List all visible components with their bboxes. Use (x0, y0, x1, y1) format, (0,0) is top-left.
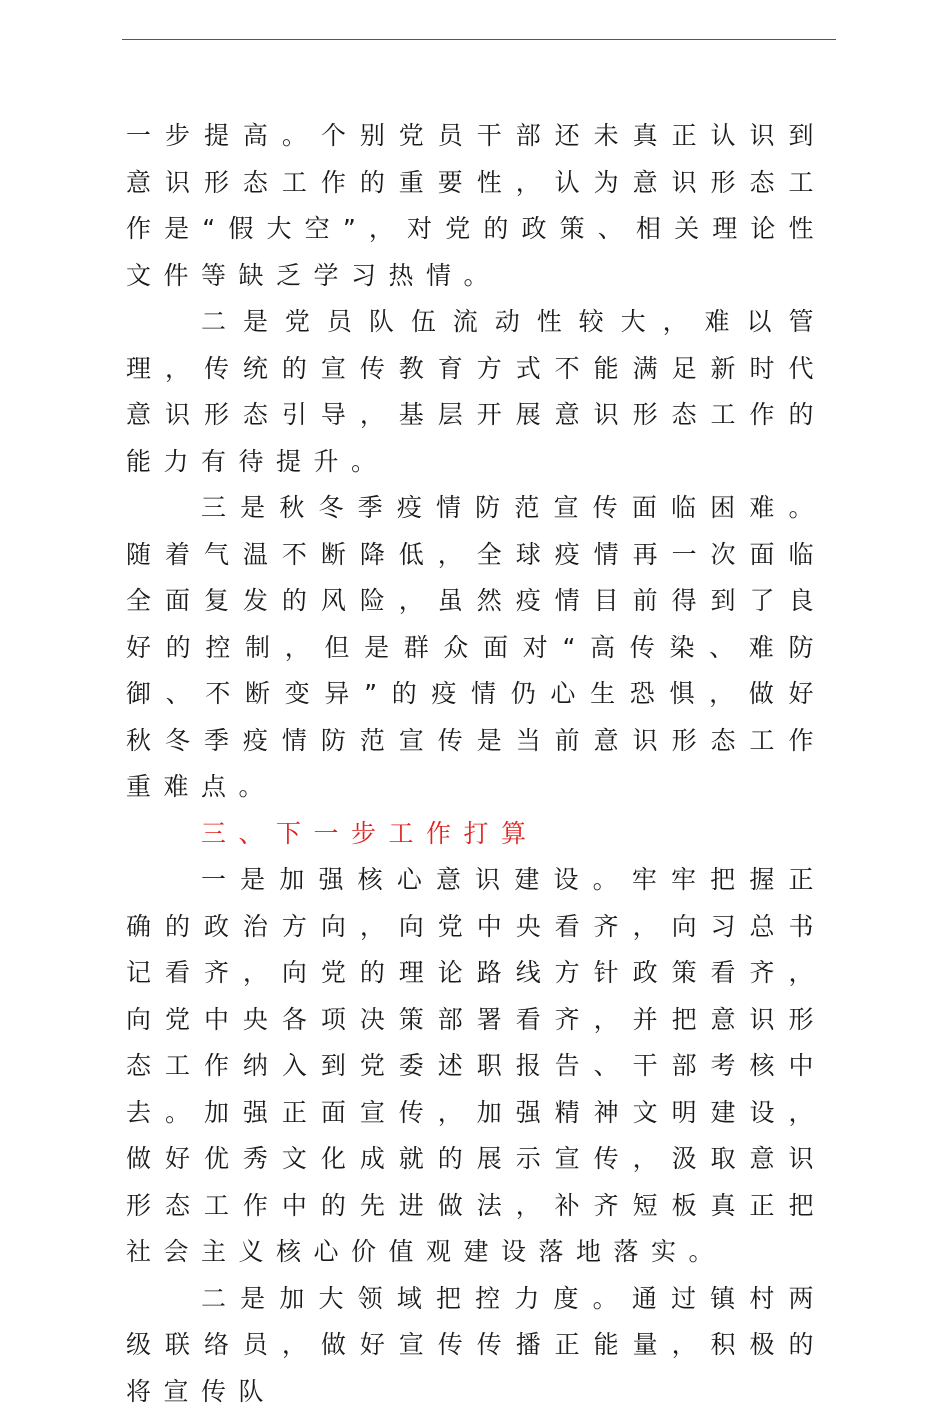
paragraph-point-three: 三是秋冬季疫情防范宣传面临困难。随着气温不断降低，全球疫情再一次面临全面复发的风险，虽然疫情目前得到了良好的控制，但是群众面对“高传染、难防御、不断变异”的疫情仍心生恐惧，做好秋冬季疫情防范宣传是当前意识形态工作重难点。 (126, 485, 826, 811)
paragraph-plan-two: 二是加大领域把控力度。通过镇村两级联络员，做好宣传传播正能量，积极的将宣传队 (126, 1276, 826, 1415)
header-rule (122, 39, 836, 40)
section-heading-next-steps: 三、下一步工作打算 (126, 811, 826, 858)
paragraph-point-two: 二是党员队伍流动性较大，难以管理，传统的宣传教育方式不能满足新时代意识形态引导，基层开展意识形态工作的能力有待提升。 (126, 299, 826, 485)
paragraph-continuation: 一步提高。个别党员干部还未真正认识到意识形态工作的重要性，认为意识形态工作是“假大空”，对党的政策、相关理论性文件等缺乏学习热情。 (126, 113, 826, 299)
document-body (126, 113, 826, 1415)
paragraph-plan-one: 一是加强核心意识建设。牢牢把握正确的政治方向，向党中央看齐，向习总书记看齐，向党的理论路线方针政策看齐，向党中央各项决策部署看齐，并把意识形态工作纳入到党委述职报告、干部考核中去。加强正面宣传，加强精神文明建设，做好优秀文化成就的展示宣传，汲取意识形态工作中的先进做法，补齐短板真正把社会主义核心价值观建设落地落实。 (126, 857, 826, 1276)
